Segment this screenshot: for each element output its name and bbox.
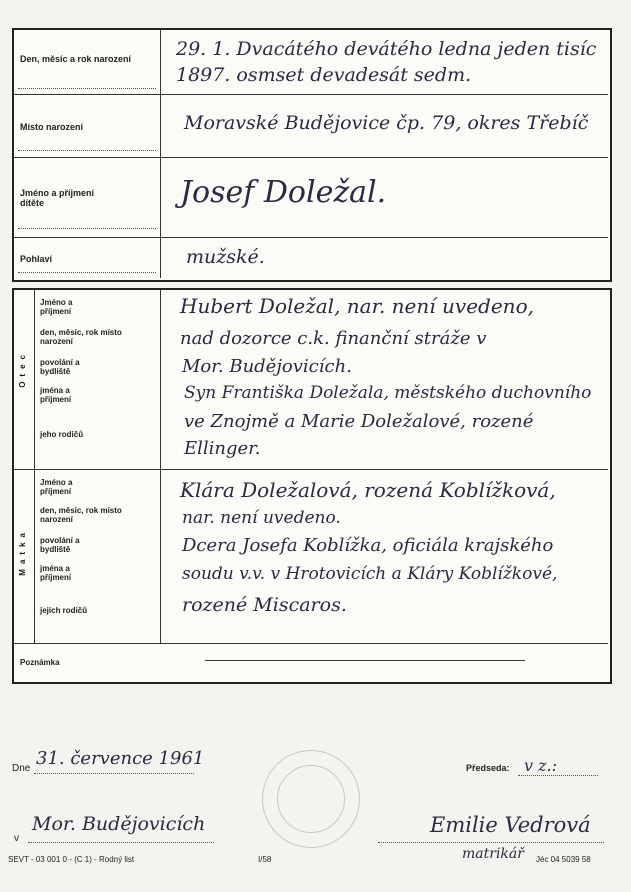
father-line-6: Ellinger.: [184, 438, 261, 459]
mother-side-label: Matka: [18, 528, 27, 576]
place-label: v: [14, 833, 19, 844]
mother-line-1: Klára Doležalová, rozená Koblížková,: [180, 478, 556, 502]
father-line-5: ve Znojmě a Marie Doležalové, rozené: [184, 411, 534, 432]
mother-parents-label: jejích rodičů: [40, 606, 88, 615]
birth-date-line2: 1897. osmset devadesát sedm.: [176, 64, 472, 86]
father-name-label: Jméno a příjmení: [40, 298, 73, 316]
birth-place-value: Moravské Budějovice čp. 79, okres Třebíč: [184, 112, 589, 134]
mother-line-2: nar. není uvedeno.: [182, 508, 341, 528]
child-name-value: Josef Doležal.: [180, 175, 387, 210]
registrar-label: matrikář: [462, 846, 524, 862]
mother-line-4: soudu v.v. v Hrotovicích a Kláry Koblížkové,: [182, 564, 558, 584]
father-line-2: nad dozorce c.k. finanční stráže v: [180, 328, 487, 349]
child-name-label: Jméno a příjmení dítěte: [20, 188, 95, 208]
father-parents-label: jeho rodičů: [40, 430, 84, 439]
place-value: Mor. Budějovicích: [32, 813, 206, 835]
note-label: Poznámka: [20, 658, 60, 667]
birth-place-label: Místo narození: [20, 122, 84, 132]
mother-name-label: Jméno a příjmení: [40, 478, 73, 496]
note-line: [205, 660, 525, 661]
mother-occupation-label: povolání a bydliště: [40, 536, 80, 554]
date-label: Dne: [12, 763, 31, 774]
mother-line-3: Dcera Josefa Koblížka, oficiála krajského: [182, 535, 554, 556]
sex-label: Pohlaví: [20, 254, 53, 264]
registrar-signature: Emilie Vedrová: [430, 813, 591, 837]
father-line-3: Mor. Budějovicích.: [182, 356, 352, 377]
father-parents-name-label: jména a příjmení: [40, 386, 72, 404]
print-code: Jéc 04 5039 58: [536, 855, 591, 864]
date-value: 31. července 1961: [36, 748, 205, 769]
father-birth-label: den, měsíc, rok místo narození: [40, 328, 122, 346]
chair-label: Předseda:: [466, 763, 510, 773]
birth-date-label: Den, měsíc a rok narození: [20, 54, 132, 64]
father-line-1: Hubert Doležal, nar. není uvedeno,: [180, 294, 534, 318]
form-code: SEVT - 03 001 0 - (C 1) - Rodný list: [8, 855, 135, 864]
official-stamp: [262, 750, 360, 848]
father-occupation-label: povolání a bydliště: [40, 358, 80, 376]
birth-date-line1: 29. 1. Dvacátého devátého ledna jeden tisíc: [176, 38, 597, 60]
father-line-4: Syn Františka Doležala, městského duchovního: [184, 383, 592, 403]
father-side-label: Otec: [18, 350, 27, 388]
chair-value: v z.:: [524, 756, 558, 775]
mother-line-5: rozené Miscaros.: [182, 594, 347, 616]
section1-divider: [160, 30, 161, 278]
sex-value: mužské.: [186, 246, 265, 268]
form-number: I/58: [258, 855, 272, 864]
mother-parents-name-label: jména a příjmení: [40, 564, 72, 582]
mother-birth-label: den, měsíc, rok místo narození: [40, 506, 122, 524]
